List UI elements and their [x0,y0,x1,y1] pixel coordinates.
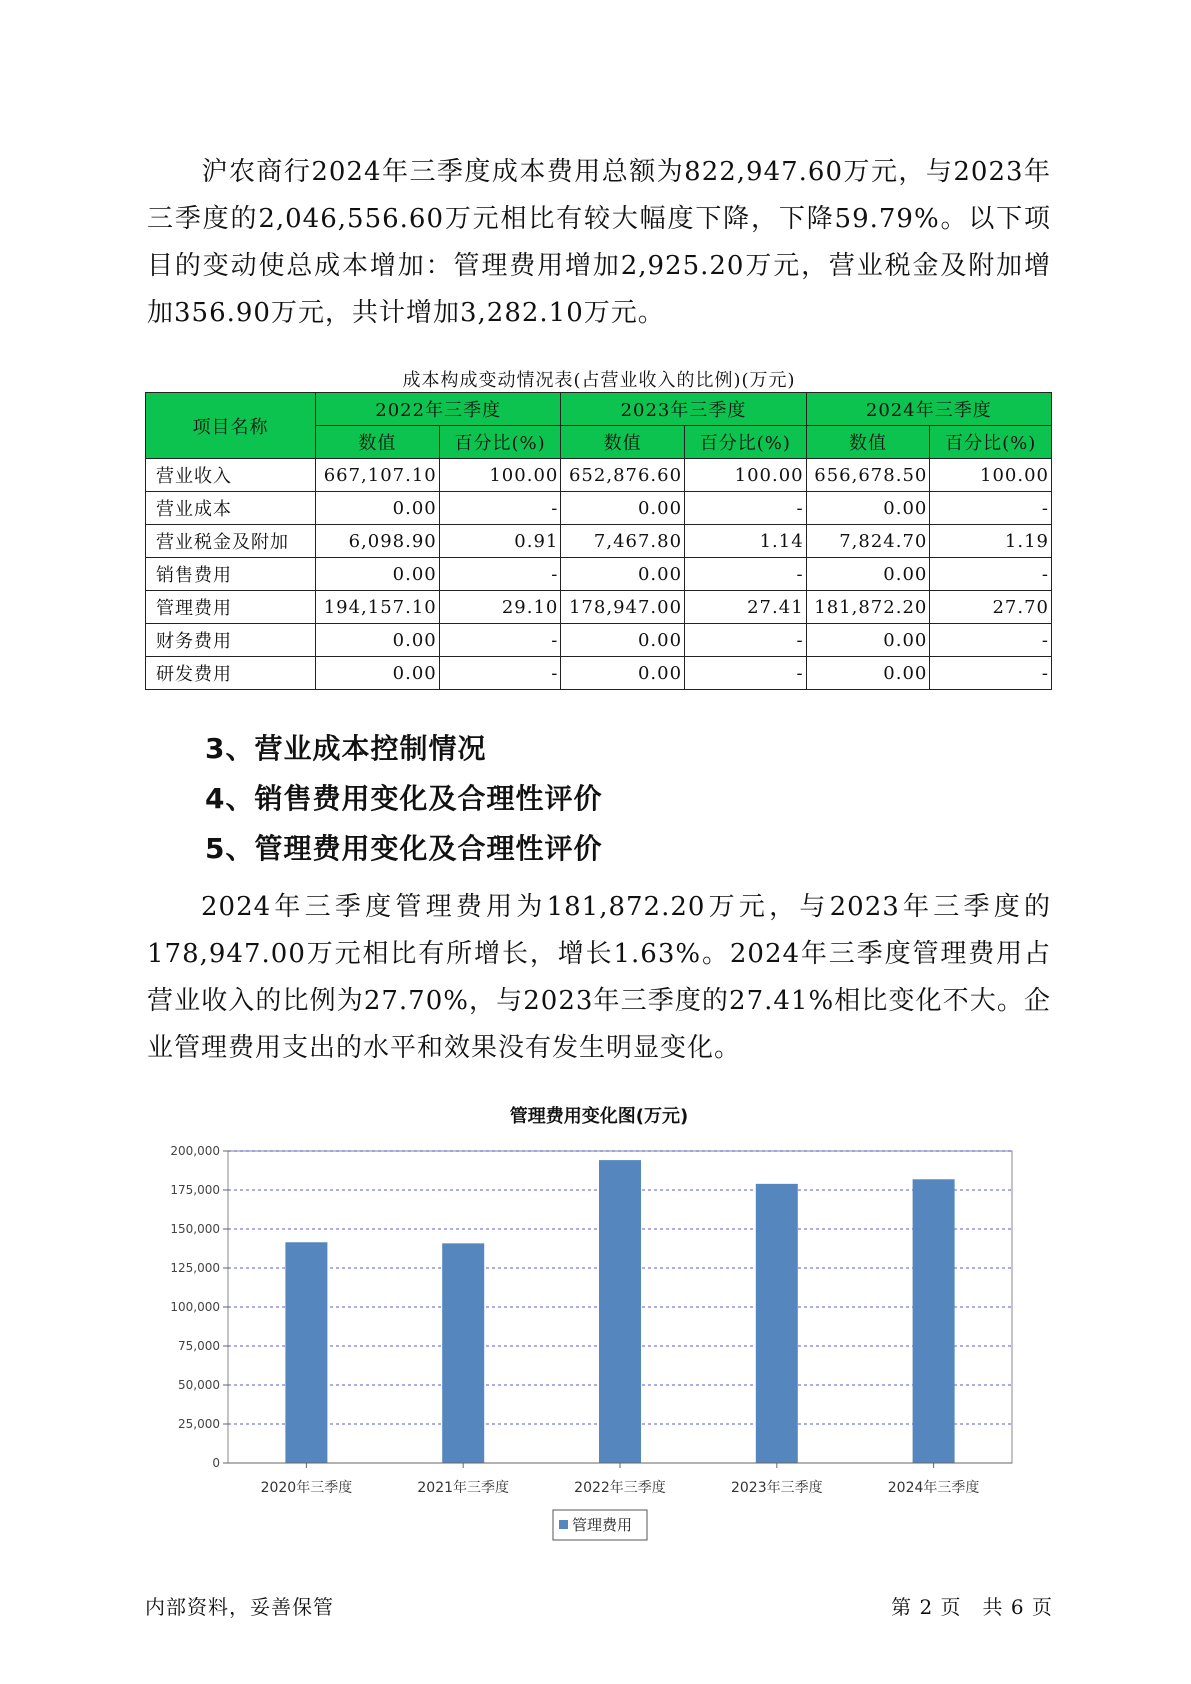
cell-value: 6,098.90 [316,525,440,558]
cell-percent: 29.10 [439,591,561,624]
x-tick-label: 2020年三季度 [260,1480,353,1496]
y-tick-label: 150,000 [170,1222,220,1236]
cell-percent: - [439,624,561,657]
cell-value: 0.00 [561,492,685,525]
x-tick-label: 2022年三季度 [574,1480,666,1496]
cell-value: 0.00 [806,657,930,690]
cell-value: 0.00 [316,492,440,525]
x-tick-label: 2024年三季度 [887,1480,980,1496]
y-tick-label: 200,000 [170,1144,220,1158]
bar [599,1160,641,1463]
cell-value: 0.00 [806,624,930,657]
subheader-pct: 百分比(%) [439,426,561,459]
row-name: 销售费用 [146,558,316,591]
header-item-name: 项目名称 [146,393,316,459]
cell-value: 652,876.60 [561,459,685,492]
heading-sales-expense: 4、销售费用变化及合理性评价 [205,782,603,815]
cell-percent: 0.91 [439,525,561,558]
cell-percent: - [685,558,807,591]
bar [913,1179,955,1463]
cell-percent: - [439,657,561,690]
bar [442,1243,484,1463]
paragraph-admin-expense-text: 2024年三季度管理费用为181,872.20万元，与2023年三季度的178,947.00万元相比有所增长，增长1.63%。2024年三季度管理费用占营业收入的比例为27.70%，与2023年三季度的27.41%相比变化不大。企业管理费用支出的水平和效果没有发生明显变化。 [147,892,1051,1063]
subheader-value: 数值 [316,426,440,459]
cell-value: 0.00 [561,624,685,657]
cell-percent: - [685,492,807,525]
cell-percent: - [685,624,807,657]
row-name: 研发费用 [146,657,316,690]
cell-value: 0.00 [561,657,685,690]
table-caption: 成本构成变动情况表(占营业收入的比例)(万元) [402,370,796,391]
cell-percent: - [439,492,561,525]
subheader-value: 数值 [561,426,685,459]
cell-value: 667,107.10 [316,459,440,492]
chart-title: 管理费用变化图(万元) [509,1106,689,1127]
cell-value: 0.00 [561,558,685,591]
header-year-2022: 2022年三季度 [316,393,561,426]
cell-value: 0.00 [806,558,930,591]
cell-percent: 100.00 [439,459,561,492]
subheader-pct: 百分比(%) [930,426,1052,459]
cell-value: 656,678.50 [806,459,930,492]
cell-value: 0.00 [806,492,930,525]
cell-percent: 100.00 [930,459,1052,492]
y-tick-label: 175,000 [170,1183,220,1197]
heading-admin-expense: 5、管理费用变化及合理性评价 [205,832,603,865]
cell-percent: - [439,558,561,591]
cell-value: 0.00 [316,657,440,690]
heading-operating-cost: 3、营业成本控制情况 [205,732,487,765]
y-tick-label: 100,000 [170,1300,220,1314]
cell-value: 181,872.20 [806,591,930,624]
cell-percent: - [930,657,1052,690]
row-name: 财务费用 [146,624,316,657]
row-name: 营业收入 [146,459,316,492]
cell-percent: 27.70 [930,591,1052,624]
cell-percent: 1.19 [930,525,1052,558]
bar [285,1242,327,1463]
y-tick-label: 75,000 [178,1339,220,1353]
header-year-2024: 2024年三季度 [806,393,1051,426]
y-tick-label: 0 [212,1456,220,1470]
cell-percent: - [930,558,1052,591]
y-tick-label: 125,000 [170,1261,220,1275]
legend-label: 管理费用 [572,1516,633,1534]
paragraph-cost-summary-text: 沪农商行2024年三季度成本费用总额为822,947.60万元，与2023年三季度的2,046,556.60万元相比有较大幅度下降，下降59.79%。以下项目的变动使总成本增加：管理费用增加2,925.20万元，营业税金及附加增加356.90万元，共计增加3,282.10万元。 [147,157,1051,328]
row-name: 管理费用 [146,591,316,624]
row-name: 营业税金及附加 [146,525,316,558]
subheader-pct: 百分比(%) [685,426,807,459]
footer-confidential: 内部资料，妥善保管 [145,1595,334,1619]
cell-value: 0.00 [316,624,440,657]
y-tick-label: 25,000 [178,1417,220,1431]
y-tick-label: 50,000 [178,1378,220,1392]
x-tick-label: 2023年三季度 [730,1480,823,1496]
cell-percent: 1.14 [685,525,807,558]
header-year-2023: 2023年三季度 [561,393,806,426]
cell-value: 194,157.10 [316,591,440,624]
footer-page-number: 第 2 页 共 6 页 [891,1595,1053,1619]
cell-percent: - [685,657,807,690]
cell-percent: - [930,492,1052,525]
x-tick-label: 2021年三季度 [417,1480,510,1496]
row-name: 营业成本 [146,492,316,525]
cell-value: 7,824.70 [806,525,930,558]
bar [756,1184,798,1463]
cell-percent: - [930,624,1052,657]
legend-swatch [559,1520,568,1529]
cell-value: 0.00 [316,558,440,591]
subheader-value: 数值 [806,426,930,459]
cell-percent: 100.00 [685,459,807,492]
cell-percent: 27.41 [685,591,807,624]
cell-value: 178,947.00 [561,591,685,624]
cell-value: 7,467.80 [561,525,685,558]
